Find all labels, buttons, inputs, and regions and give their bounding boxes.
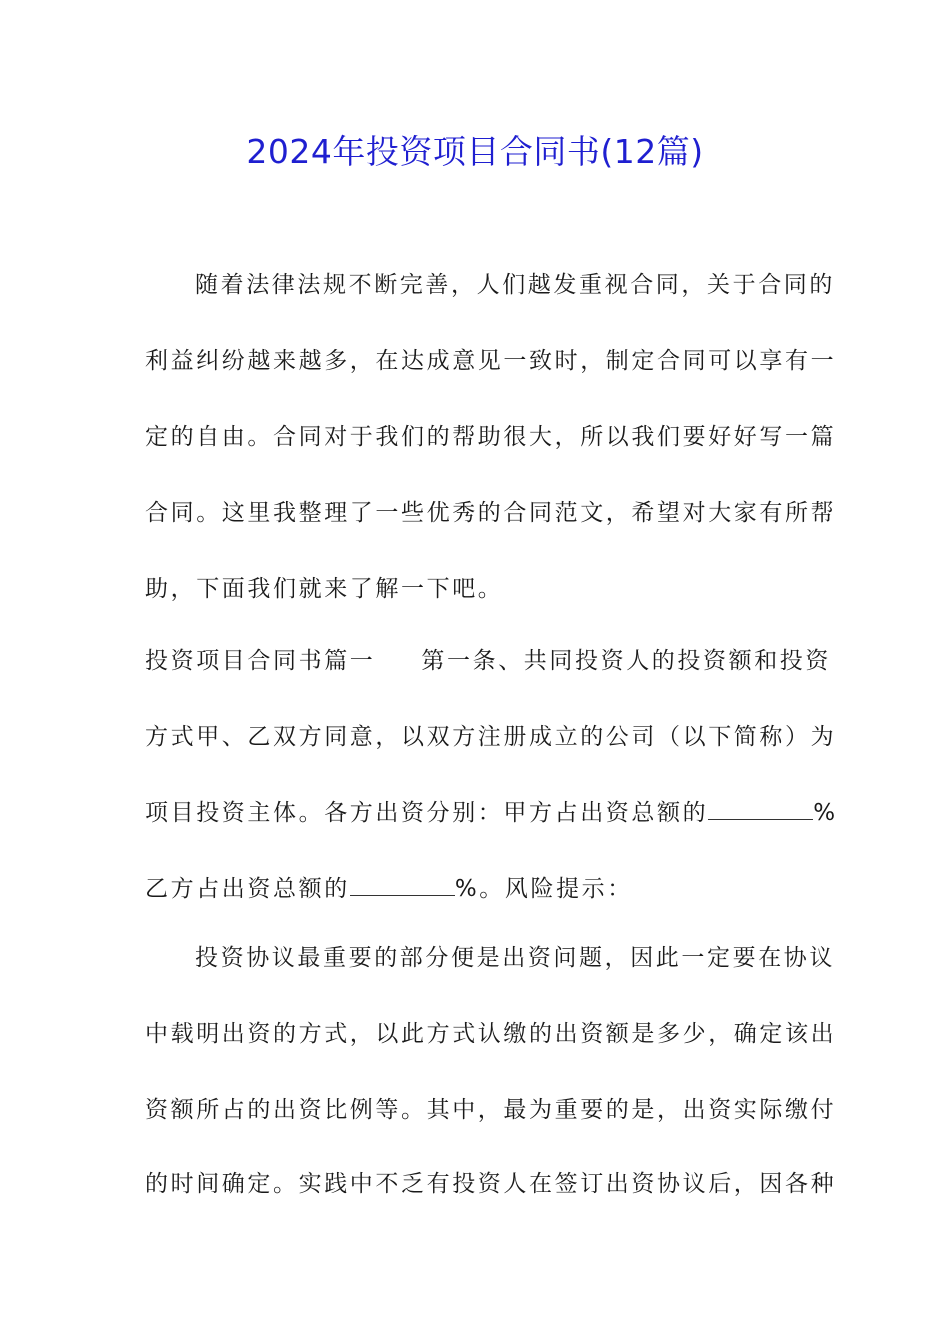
party-b-share-blank[interactable] — [350, 873, 455, 896]
intro-line-4: 合同。这里我整理了一些优秀的合同范文，希望对大家有所帮 — [145, 500, 837, 526]
intro-line-3: 定的自由。合同对于我们的帮助很大，所以我们要好好写一篇 — [145, 424, 837, 450]
section1-line-4-suffix: %。风险提示： — [454, 876, 633, 902]
section1-line-4-text: 乙方占出资总额的 — [145, 876, 350, 902]
section1-line-3 — [145, 795, 838, 831]
section2-line-2: 中载明出资的方式，以此方式认缴的出资额是多少，确定该出 — [145, 1021, 837, 1047]
intro-line-5: 助，下面我们就来了解一下吧。 — [145, 576, 504, 602]
section1-line-3-text: 项目投资主体。各方出资分别：甲方占出资总额的 — [145, 800, 709, 826]
party-a-share-blank[interactable] — [708, 797, 813, 820]
section1-line-2: 方式甲、乙双方同意，以双方注册成立的公司（以下简称）为 — [145, 724, 837, 750]
section1-line-1 — [145, 643, 832, 679]
section2-line-1: 投资协议最重要的部分便是出资问题，因此一定要在协议 — [195, 945, 835, 971]
document-title: 2024年投资项目合同书(12篇) — [246, 132, 704, 171]
section2-line-4: 的时间确定。实践中不乏有投资人在签订出资协议后，因各种 — [145, 1171, 837, 1197]
section1-line-1-rest: 第一条、共同投资人的投资额和投资 — [421, 648, 832, 674]
intro-line-1: 随着法律法规不断完善，人们越发重视合同，关于合同的 — [195, 272, 835, 298]
section1-heading: 投资项目合同书篇一 — [145, 648, 376, 674]
intro-line-2: 利益纠纷越来越多，在达成意见一致时，制定合同可以享有一 — [145, 348, 837, 374]
section1-line-3-suffix: % — [813, 800, 838, 826]
section2-line-3: 资额所占的出资比例等。其中，最为重要的是，出资实际缴付 — [145, 1097, 837, 1123]
section1-line-4 — [145, 871, 810, 907]
